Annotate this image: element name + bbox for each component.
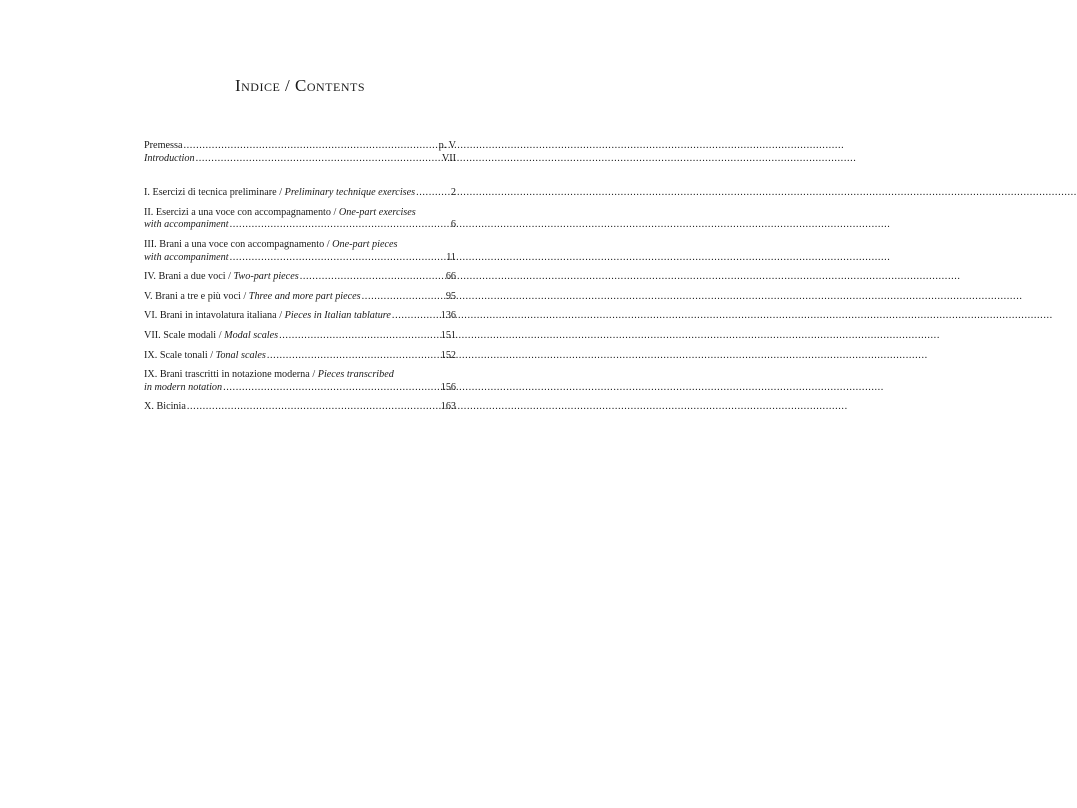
toc-entry-1[interactable] [144, 187, 456, 200]
entry-title-en-continued: in modern notation [144, 381, 223, 393]
entry-title-it: IX. Brani trascritti in notazione moderna / Pieces transcribed [144, 369, 394, 381]
dot-leader [279, 330, 440, 343]
toc-entry-6[interactable] [144, 310, 456, 323]
entry-title-en: One-part pieces [332, 238, 398, 250]
entry-title-en: One-part exercises [338, 206, 416, 218]
toc-entry-4[interactable] [144, 271, 456, 284]
toc-entry-10[interactable] [144, 401, 456, 414]
toc-entry-3[interactable] [144, 239, 456, 264]
dot-leader [183, 140, 437, 153]
toc-entry-7[interactable] [144, 330, 456, 343]
page-number: 156 [440, 381, 456, 393]
entry-title-it: VI. Brani in intavolatura italiana / Pieces in Italian tablature [144, 310, 391, 322]
entry-title-en-continued: with accompaniment [144, 219, 229, 231]
page-number: VII [441, 152, 456, 164]
page-number: 2 [450, 187, 456, 199]
table-of-contents [144, 140, 456, 414]
entry-title-it: VII. Scale modali / Modal scales [144, 329, 279, 341]
page-number: 95 [445, 290, 456, 302]
entry-title-en: Three and more part pieces [248, 290, 361, 302]
dot-leader [300, 271, 445, 284]
toc-entry-9[interactable] [144, 369, 456, 394]
toc-entry-introduction[interactable] [144, 153, 456, 166]
page-number: 151 [440, 329, 456, 341]
dot-leader [223, 382, 440, 395]
toc-entry-8[interactable] [144, 350, 456, 363]
dot-leader [416, 187, 450, 200]
entry-title-it: III. Brani a una voce con accompagnamento / One-part pieces [144, 238, 398, 250]
dot-leader [392, 310, 440, 323]
page-number: 11 [446, 251, 456, 263]
dot-leader [230, 219, 450, 232]
page-number: 152 [440, 349, 456, 361]
toc-entry-premessa[interactable] [144, 140, 456, 153]
dot-leader [230, 252, 446, 265]
entry-title-it: II. Esercizi a una voce con accompagnamento / One-part exercises [144, 206, 416, 218]
entry-title-en-continued: with accompaniment [144, 251, 229, 263]
entry-title-en: Introduction [144, 152, 195, 164]
entry-title-it: IV. Brani a due voci / Two-part pieces [144, 271, 299, 283]
dot-leader [267, 350, 440, 363]
entry-title-en: Pieces transcribed [317, 369, 394, 381]
page-number: 163 [440, 401, 456, 413]
page-title: Indice / Contents [234, 76, 366, 95]
entry-title-en: Pieces in Italian tablature [284, 310, 391, 322]
page-number: 136 [440, 310, 456, 322]
page-number: 66 [445, 271, 456, 283]
entry-title-it: X. Bicinia [144, 401, 186, 413]
entry-title-it: V. Brani a tre e più voci / Three and more part pieces [144, 290, 361, 302]
dot-leader [196, 153, 441, 166]
entry-title: Premessa [144, 140, 183, 151]
entry-title-it: IX. Scale tonali / Tonal scales [144, 349, 266, 361]
page-number: 6 [450, 219, 456, 231]
dot-leader [187, 401, 440, 414]
toc-entry-5[interactable] [144, 291, 456, 304]
entry-title-en: Preliminary technique exercises [284, 187, 416, 199]
entry-title-en: Two-part pieces [233, 271, 299, 283]
entry-title-en: Tonal scales [215, 349, 266, 361]
toc-entry-2[interactable] [144, 207, 456, 232]
dot-leader [362, 291, 445, 304]
entry-title-en: Modal scales [224, 329, 279, 341]
page-number: p. V [438, 140, 456, 151]
entry-title-it: I. Esercizi di tecnica preliminare / Preliminary technique exercises [144, 187, 416, 199]
